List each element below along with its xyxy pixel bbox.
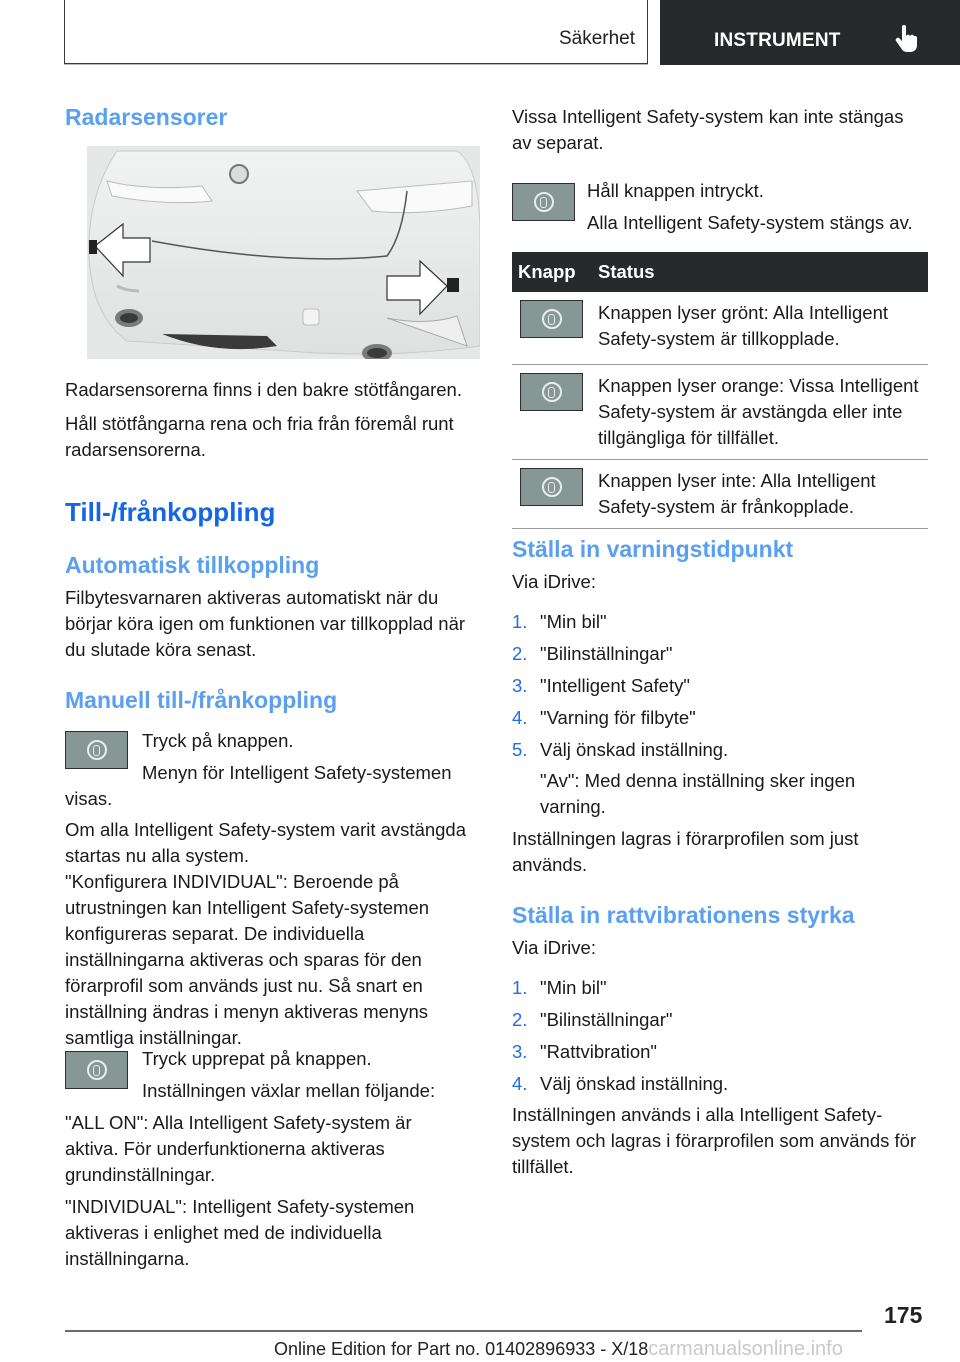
status-cell: Knappen lyser grönt: Alla Intelligent Safety-system är tillkopplade. — [592, 292, 928, 365]
table-row — [512, 460, 928, 529]
intro-text: Vissa Intelligent Safety-system kan inte stängas av separat. — [512, 106, 904, 153]
warning-time-heading: Ställa in varningstidpunkt — [512, 536, 794, 562]
hold-press-text: Håll knappen intryckt. — [587, 180, 764, 201]
list-item: 5. Välj önskad inställning. — [512, 739, 729, 760]
intelligent-safety-button-icon — [520, 373, 583, 411]
radar-clean-text: Håll stötfångarna rena och fria från föremål runt radarsensorerna. — [65, 413, 454, 460]
auto-activation-heading: Automatisk tillkoppling — [65, 552, 320, 578]
list-item: 3. "Intelligent Safety" — [512, 675, 690, 696]
table-row — [512, 292, 928, 365]
status-cell: Knappen lyser inte: Alla Intelligent Safety-system är frånkopplade. — [592, 460, 928, 529]
configure-individual-text: "Konfigurera INDIVIDUAL": Beroende på utrustningen kan Intelligent Safety-systemen konfigureras separat. De individuella inställningarna aktiveras och sparas för den förarprofil som används just nu. Så snart en inställning ändras i menyn aktiveras menyns samtliga inställningar. — [65, 871, 430, 1048]
on-off-heading: Till-/frånkoppling — [65, 497, 276, 527]
vibration-stored-text: Inställningen används i alla Intelligent Safety-system och lagras i förarprofilen som används för tillfället. — [512, 1104, 917, 1177]
section-tab[interactable] — [64, 0, 648, 64]
auto-activation-text: Filbytesvarnaren aktiveras automatiskt när du börjar köra igen om funktionen var tillkopplad när du slutade köra senast. — [65, 587, 466, 660]
warning-stored-text: Inställningen lagras i förarprofilen som just används. — [512, 828, 859, 875]
list-item: 1. "Min bil" — [512, 977, 607, 998]
radar-location-text: Radarsensorerna finns i den bakre stötfångaren. — [65, 379, 462, 400]
list-item: 1. "Min bil" — [512, 611, 607, 632]
hold-result-text: Alla Intelligent Safety-system stängs av. — [587, 212, 913, 233]
manual-all-off-text: Om alla Intelligent Safety-system varit avstängda startas nu alla system. — [65, 819, 467, 866]
list-item: 2. "Bilinställningar" — [512, 643, 673, 664]
intelligent-safety-button-icon — [520, 300, 583, 338]
edition-label: Online Edition for Part no. 01402896933 - X/18 — [274, 1339, 649, 1359]
edition-text — [274, 1338, 843, 1361]
intelligent-safety-button-icon — [520, 468, 583, 506]
vibration-steps-list — [512, 975, 927, 1103]
column-header-button: Knapp — [512, 252, 592, 292]
button-status-table — [512, 252, 928, 529]
chapter-tab[interactable] — [660, 0, 960, 65]
footer-divider — [65, 1330, 862, 1332]
vibration-via-idrive: Via iDrive: — [512, 937, 596, 958]
list-item: 4. "Varning för filbyte" — [512, 707, 696, 728]
list-item: 3. "Rattvibration" — [512, 1041, 657, 1062]
column-header-status: Status — [592, 252, 928, 292]
intelligent-safety-button-icon — [65, 1051, 128, 1089]
table-row — [512, 365, 928, 460]
warning-off-note: "Av": Med denna inställning sker ingen varning. — [540, 770, 856, 817]
manual-menu-text: Menyn för Intelligent Safety-systemen visas. — [65, 762, 452, 809]
page-number: 175 — [884, 1302, 923, 1328]
pointing-hand-icon — [895, 24, 917, 54]
manual-heading: Manuell till-/frånkoppling — [65, 687, 338, 713]
individual-text: "INDIVIDUAL": Intelligent Safety-systemen aktiveras i enlighet med de individuella inställningarna. — [65, 1196, 415, 1269]
list-item: 2. "Bilinställningar" — [512, 1009, 673, 1030]
repeat-press-text: Tryck upprepat på knappen. — [142, 1048, 372, 1069]
warning-steps-list — [512, 609, 927, 769]
manual-press-text: Tryck på knappen. — [142, 730, 294, 751]
radar-heading: Radarsensorer — [65, 104, 228, 130]
intelligent-safety-button-icon — [512, 183, 575, 221]
watermark[interactable]: carmanualsonline.info — [648, 1338, 843, 1360]
chapter-tab-label: INSTRUMENT — [714, 30, 841, 51]
status-cell: Knappen lyser orange: Vissa Intelligent Safety-system är avstängda eller inte tillgängliga för tillfället. — [592, 365, 928, 460]
section-tab-label: Säkerhet — [558, 28, 635, 49]
repeat-toggle-text: Inställningen växlar mellan följande: — [142, 1080, 436, 1101]
warning-via-idrive: Via iDrive: — [512, 571, 596, 592]
radar-sensor-illustration — [87, 146, 480, 359]
all-on-text: "ALL ON": Alla Intelligent Safety-system är aktiva. För underfunktionerna aktiveras grundinställningar. — [65, 1112, 412, 1185]
vibration-heading: Ställa in rattvibrationens styrka — [512, 902, 855, 928]
list-item: 4. Välj önskad inställning. — [512, 1073, 729, 1094]
